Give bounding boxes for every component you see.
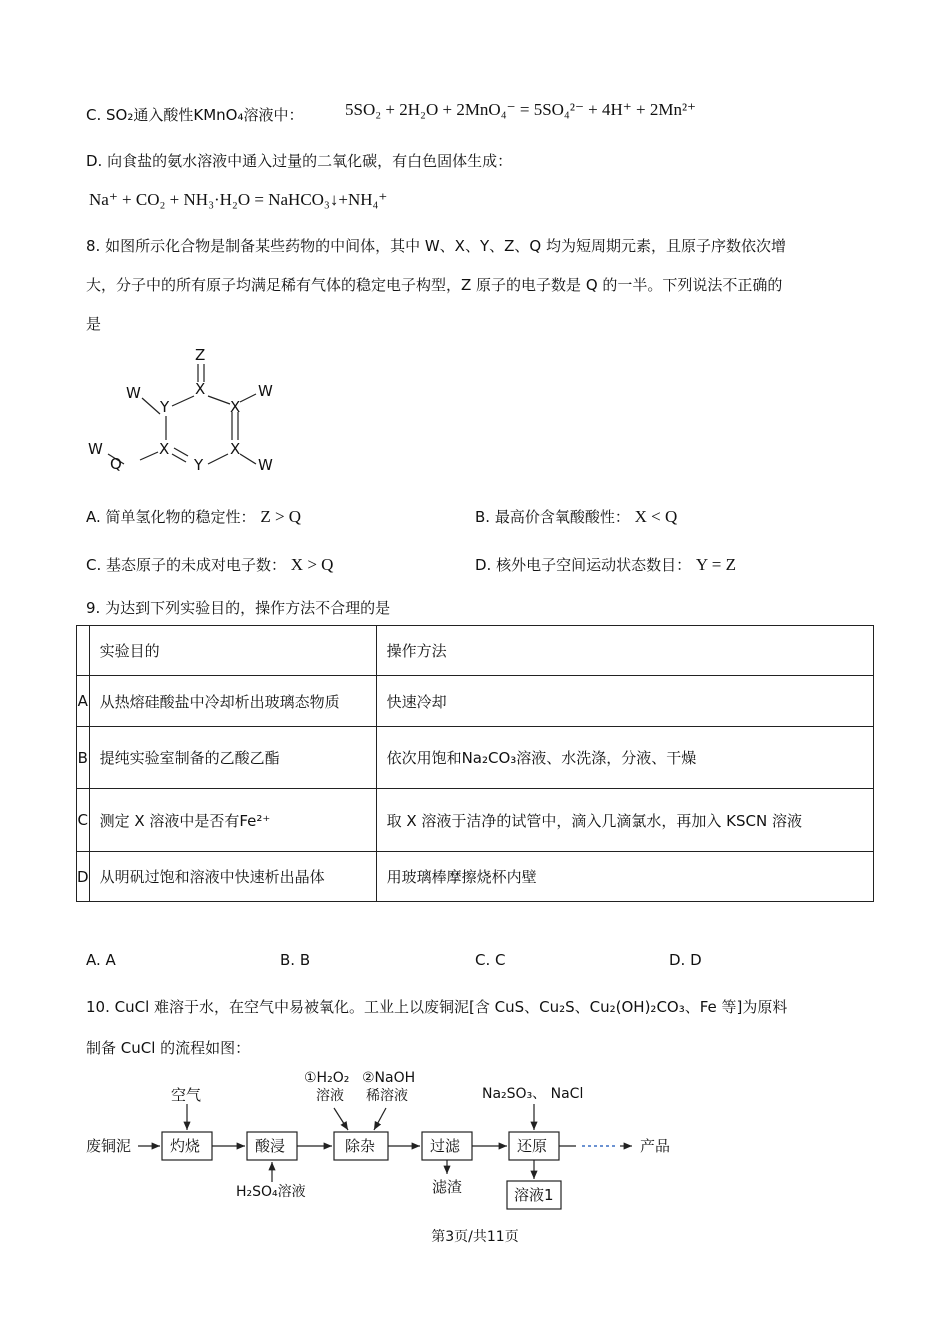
atom-w-upper-right: W xyxy=(258,382,273,400)
atom-z: Z xyxy=(195,346,206,364)
q7-option-c-label: C. xyxy=(86,106,102,124)
q10-stem-line2: 制备 CuCl 的流程如图： xyxy=(86,1039,251,1057)
flow-reagent2-line1: ②NaOH xyxy=(362,1070,416,1086)
header-goal: 实验目的 xyxy=(89,626,376,676)
flow-step-5: 还原 xyxy=(517,1137,548,1155)
q8-option-a: A. 简单氢化物的稳定性： Z > Q xyxy=(86,507,302,526)
table-header-row xyxy=(77,626,874,676)
q7-option-c-text: SO₂通入酸性KMnO₄溶液中： xyxy=(106,106,304,124)
atom-q: Q xyxy=(110,455,122,473)
flow-end: 产品 xyxy=(640,1137,671,1155)
q8-option-d: D. 核外电子空间运动状态数目： Y = Z xyxy=(475,555,736,574)
flow-step-4: 过滤 xyxy=(430,1137,461,1155)
atom-y-bottom: Y xyxy=(194,456,204,474)
atom-x-lower-right: X xyxy=(230,440,241,458)
q8-option-a-expr: Z > Q xyxy=(260,507,302,526)
atom-w-lower-left: W xyxy=(88,440,103,458)
q9-answer-c: C. C xyxy=(475,951,506,969)
table-row: C 测定 X 溶液中是否有Fe²⁺ 取 X 溶液于洁净的试管中，滴入几滴氯水，再加入 KSCN 溶液 xyxy=(77,789,874,852)
flow-reagent2-line2: 稀溶液 xyxy=(366,1088,408,1104)
atom-y-left: Y xyxy=(160,398,170,416)
atom-x-top: X xyxy=(195,380,206,398)
atom-w-upper-left: W xyxy=(126,384,141,402)
table-row: D 从明矾过饱和溶液中快速析出晶体 用玻璃棒摩擦烧杯内壁 xyxy=(77,852,874,902)
flow-reagent1-line1: ①H₂O₂ xyxy=(304,1070,350,1086)
q8-option-c: C. 基态原子的未成对电子数： X > Q xyxy=(86,555,334,574)
atom-w-lower-right: W xyxy=(258,456,273,474)
page-footer: 第3页/共11页 xyxy=(431,1229,519,1245)
q8-option-b: B. 最高价含氧酸酸性： X < Q xyxy=(475,507,678,526)
q8-option-c-expr: X > Q xyxy=(290,555,334,574)
q9-answer-b: B. B xyxy=(280,951,311,969)
flow-solution: 溶液1 xyxy=(514,1186,554,1204)
flow-step-1: 灼烧 xyxy=(170,1137,201,1155)
header-method: 操作方法 xyxy=(376,626,873,676)
q9-experiment-table xyxy=(76,625,874,902)
table-row: A 从热熔硅酸盐中冷却析出玻璃态物质 快速冷却 xyxy=(77,676,874,727)
q10-process-flowchart xyxy=(80,1064,700,1214)
flow-air: 空气 xyxy=(171,1086,202,1104)
q8-option-b-expr: X < Q xyxy=(634,507,678,526)
q8-stem-line1: 8. 如图所示化合物是制备某些药物的中间体，其中 W、X、Y、Z、Q 均为短周期元素，且原子序数依次增 xyxy=(86,237,786,255)
q7-option-d-text: D. 向食盐的氨水溶液中通入过量的二氧化碳，有白色固体生成： xyxy=(86,152,513,170)
flow-step-2: 酸浸 xyxy=(255,1137,286,1155)
flow-start: 废铜泥 xyxy=(86,1137,132,1155)
q7-option-d-equation: Na⁺ + CO₂ + NH₃·H₂O = NaHCO₃↓+NH₄⁺ xyxy=(89,190,388,209)
atom-x-lower-left: X xyxy=(159,440,170,458)
q9-stem: 9. 为达到下列实验目的，操作方法不合理的是 xyxy=(86,599,391,617)
q8-molecule-structure xyxy=(80,342,290,482)
q9-answer-a: A. A xyxy=(86,951,116,969)
flow-step-3: 除杂 xyxy=(345,1137,376,1155)
q8-stem-line2: 大，分子中的所有原子均满足稀有气体的稳定电子构型，Z 原子的电子数是 Q 的一半。下列说法不正确的 xyxy=(86,276,783,294)
q8-option-d-expr: Y = Z xyxy=(695,555,736,574)
q10-stem-line1: 10. CuCl 难溶于水，在空气中易被氧化。工业上以废铜泥[含 CuS、Cu₂S、Cu₂(OH)₂CO₃、Fe 等]为原料 xyxy=(86,998,788,1016)
atom-x-upper-right: X xyxy=(230,398,241,416)
q7-option-c xyxy=(86,104,303,125)
flow-residue: 滤渣 xyxy=(432,1178,463,1196)
q8-stem-line3: 是 xyxy=(86,315,102,333)
table-row: B 提纯实验室制备的乙酸乙酯 依次用饱和Na₂CO₃溶液、水洗涤，分液、干燥 xyxy=(77,727,874,789)
flow-acid: H₂SO₄溶液 xyxy=(236,1184,306,1200)
q7-option-c-equation: 5SO₂ + 2H₂O + 2MnO₄⁻ = 5SO₄²⁻ + 4H⁺ + 2Mn²⁺ xyxy=(345,100,697,119)
flow-reagent1-line2: 溶液 xyxy=(316,1088,344,1104)
q9-answer-d: D. D xyxy=(669,951,702,969)
flow-reduce-reagent: Na₂SO₃、 NaCl xyxy=(482,1086,584,1102)
